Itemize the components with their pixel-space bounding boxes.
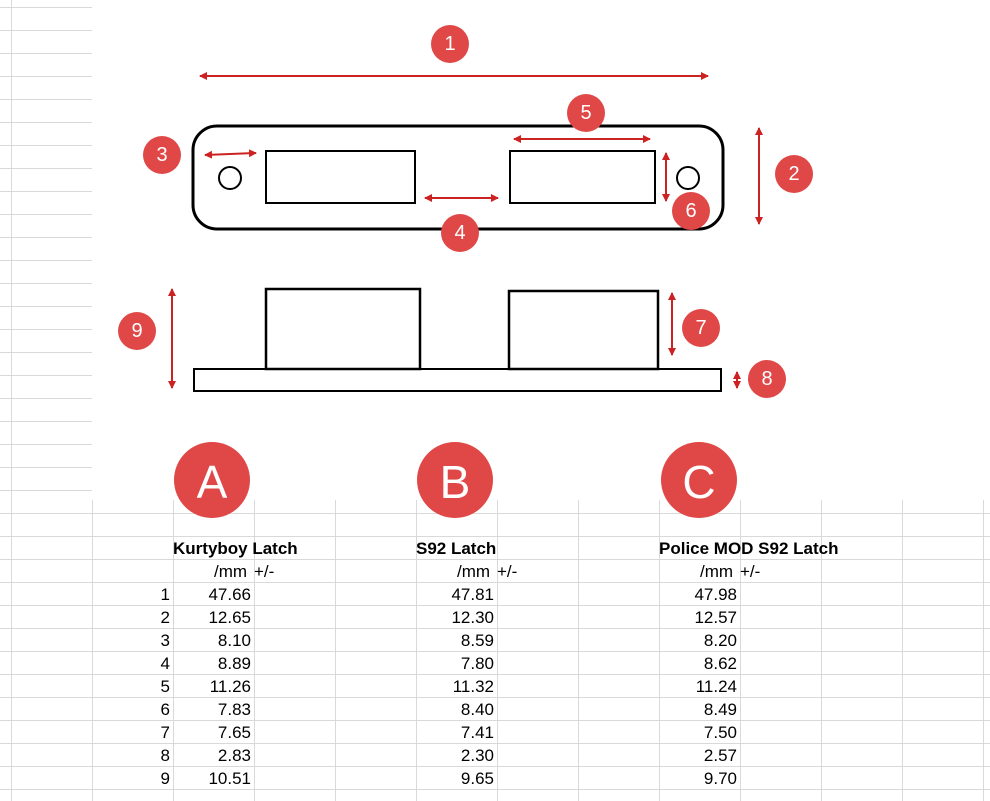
value-police-mod: 7.50 (703, 723, 737, 742)
top-view-slot-left (266, 151, 415, 203)
dimension-arrow-3 (205, 153, 256, 155)
value-police-mod: 8.62 (703, 654, 737, 673)
column-title-b: S92 Latch (416, 539, 497, 558)
callout-8 (748, 360, 786, 398)
callout-6-label: 6 (685, 200, 697, 222)
value-police-mod: 11.24 (695, 677, 737, 696)
unit-label-b: /mm (457, 562, 491, 581)
value-police-mod: 9.70 (703, 769, 737, 788)
side-view-base (194, 369, 721, 391)
side-view-block-right (509, 291, 658, 369)
callout-3 (143, 136, 181, 174)
callout-9 (118, 312, 156, 350)
value-kurtyboy: 8.89 (217, 654, 251, 673)
callout-9-label: 9 (131, 320, 143, 342)
column-badge-c (661, 442, 737, 518)
value-police-mod: 8.49 (703, 700, 737, 719)
unit-label-a: /mm (214, 562, 248, 581)
value-s92: 47.81 (451, 585, 494, 604)
tolerance-label-a: +/- (254, 562, 275, 581)
value-kurtyboy: 47.66 (208, 585, 251, 604)
value-s92: 7.80 (460, 654, 494, 673)
value-s92: 11.32 (452, 677, 494, 696)
row-index: 2 (160, 608, 170, 627)
column-title-a: Kurtyboy Latch (173, 539, 298, 558)
value-s92: 2.30 (460, 746, 494, 765)
value-s92: 8.59 (460, 631, 494, 650)
callout-1 (431, 25, 469, 63)
value-kurtyboy: 7.65 (217, 723, 251, 742)
callout-7-label: 7 (695, 317, 707, 339)
value-kurtyboy: 10.51 (208, 769, 251, 788)
column-letter-a: A (196, 456, 228, 508)
value-s92: 9.65 (460, 769, 494, 788)
value-kurtyboy: 11.26 (209, 677, 251, 696)
side-view-block-left (266, 289, 420, 369)
value-kurtyboy: 2.83 (217, 746, 251, 765)
callout-8-label: 8 (761, 368, 773, 390)
row-index: 5 (160, 677, 170, 696)
column-letter-c: C (682, 456, 716, 508)
value-kurtyboy: 12.65 (208, 608, 251, 627)
top-view-hole-left (219, 167, 241, 189)
value-police-mod: 47.98 (694, 585, 737, 604)
column-letter-b: B (439, 456, 471, 508)
value-s92: 12.30 (451, 608, 494, 627)
row-index: 8 (160, 746, 170, 765)
tolerance-label-c: +/- (740, 562, 761, 581)
row-index: 6 (160, 700, 170, 719)
row-index: 3 (160, 631, 170, 650)
tolerance-label-b: +/- (497, 562, 518, 581)
top-view-hole-right (677, 167, 699, 189)
value-police-mod: 12.57 (694, 608, 737, 627)
top-view-slot-right (510, 151, 655, 203)
value-police-mod: 8.20 (703, 631, 737, 650)
value-kurtyboy: 8.10 (217, 631, 251, 650)
callout-3-label: 3 (156, 144, 168, 166)
callout-5-label: 5 (580, 102, 592, 124)
value-police-mod: 2.57 (703, 746, 737, 765)
row-index: 7 (160, 723, 170, 742)
row-index: 4 (160, 654, 170, 673)
value-s92: 7.41 (460, 723, 494, 742)
callout-5 (567, 94, 605, 132)
callout-7 (682, 309, 720, 347)
callout-4 (441, 214, 479, 252)
callout-6 (672, 192, 710, 230)
column-badge-a (174, 442, 250, 518)
column-badge-b (417, 442, 493, 518)
callout-1-label: 1 (444, 33, 456, 55)
callout-2 (775, 155, 813, 193)
top-view-plate (193, 126, 723, 229)
value-kurtyboy: 7.83 (217, 700, 251, 719)
column-title-c: Police MOD S92 Latch (659, 539, 839, 558)
callout-2-label: 2 (788, 163, 800, 185)
row-index: 9 (160, 769, 170, 788)
unit-label-c: /mm (700, 562, 734, 581)
callout-4-label: 4 (454, 222, 466, 244)
row-index: 1 (160, 585, 170, 604)
value-s92: 8.40 (460, 700, 494, 719)
